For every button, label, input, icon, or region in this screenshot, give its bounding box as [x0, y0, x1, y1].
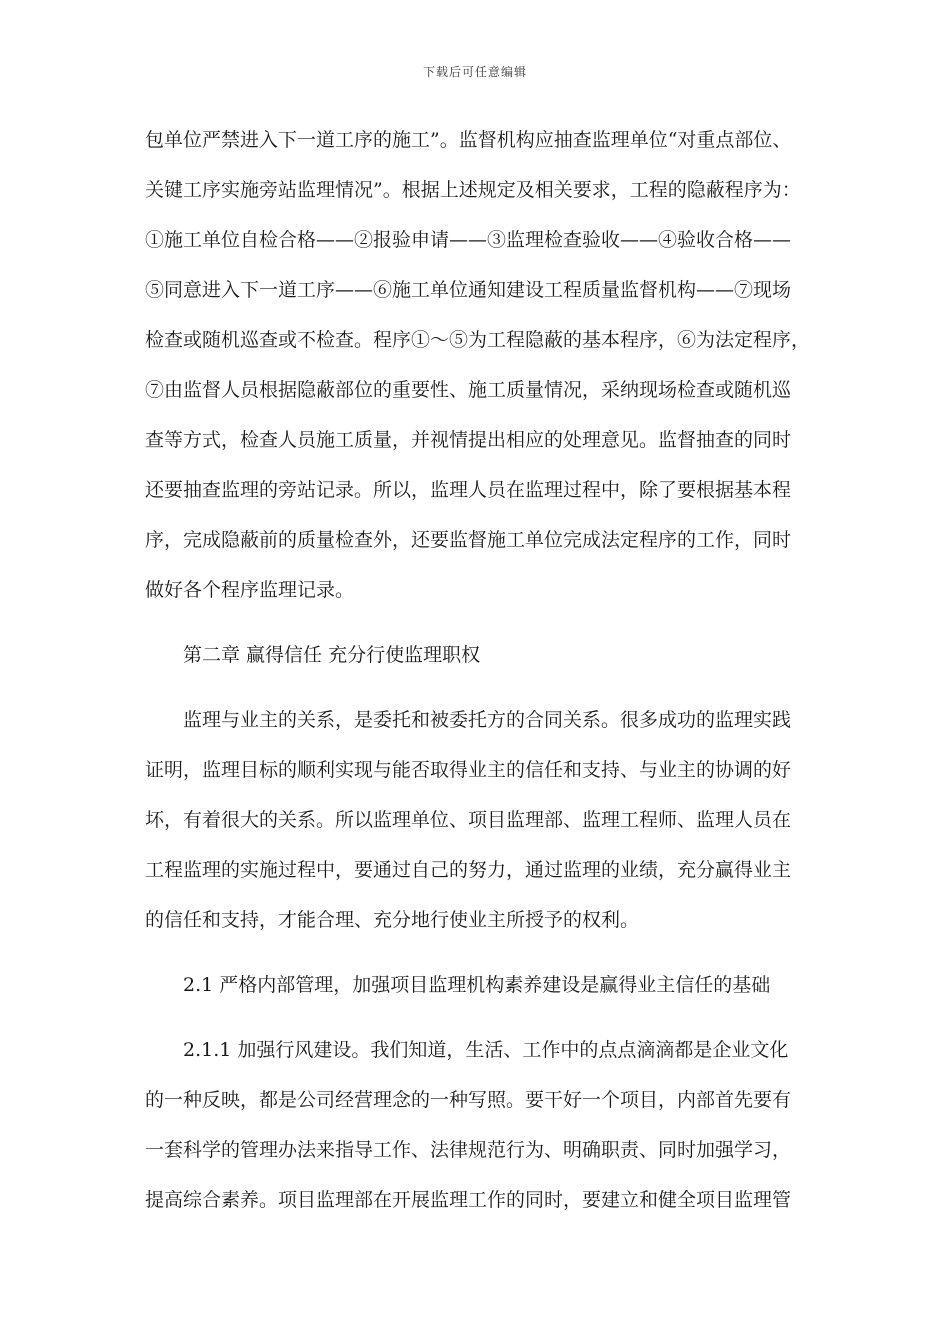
paragraph-line: 包单位严禁进入下一道工序的施工”。监督机构应抽查监理单位“对重点部位、 [145, 129, 792, 151]
paragraph-line: 2.1.1 加强行风建设。我们知道，生活、工作中的点点滴滴都是企业文化 [183, 1039, 789, 1061]
paragraph-line: 序，完成隐蔽前的质量检查外，还要监督施工单位完成法定程序的工作，同时 [145, 529, 792, 551]
paragraph-line: 工程监理的实施过程中，要通过自己的努力，通过监理的业绩，充分赢得业主 [145, 859, 792, 881]
paragraph-line: 监理与业主的关系，是委托和被委托方的合同关系。很多成功的监理实践 [183, 709, 792, 731]
paragraph-line: 坏，有着很大的关系。所以监理单位、项目监理部、监理工程师、监理人员在 [145, 809, 792, 831]
section-heading: 2.1 严格内部管理，加强项目监理机构素养建设是赢得业主信任的基础 [183, 974, 771, 996]
paragraph-line: ①施工单位自检合格——②报验申请——③监理检查验收——④验收合格—— [145, 229, 792, 251]
paragraph-line: 做好各个程序监理记录。 [145, 579, 355, 601]
paragraph-line: 检查或随机巡查或不检查。程序①～⑤为工程隐蔽的基本程序，⑥为法定程序， [145, 329, 811, 351]
paragraph-line: 证明，监理目标的顺利实现与能否取得业主的信任和支持、与业主的协调的好 [145, 759, 792, 781]
chapter-heading: 第二章 赢得信任 充分行使监理职权 [183, 644, 481, 666]
paragraph-line: 关键工序实施旁站监理情况”。根据上述规定及相关要求，工程的隐蔽程序为： [145, 179, 801, 201]
paragraph-line: 提高综合素养。项目监理部在开展监理工作的同时，要建立和健全项目监理管 [145, 1189, 792, 1211]
page-header: 下载后可任意编辑 [422, 65, 527, 79]
paragraph-line: 一套科学的管理办法来指导工作、法律规范行为、明确职责、同时加强学习， [145, 1139, 792, 1161]
paragraph-line: 的一种反映，都是公司经营理念的一种写照。要干好一个项目，内部首先要有 [145, 1089, 792, 1111]
paragraph-line: 的信任和支持，才能合理、充分地行使业主所授予的权利。 [145, 909, 640, 931]
paragraph-line: 查等方式，检查人员施工质量，并视情提出相应的处理意见。监督抽查的同时 [145, 429, 792, 451]
paragraph-line: ⑤同意进入下一道工序——⑥施工单位通知建设工程质量监督机构——⑦现场 [145, 279, 792, 301]
paragraph-line: 还要抽查监理的旁站记录。所以，监理人员在监理过程中，除了要根据基本程 [145, 479, 792, 501]
paragraph-line: ⑦由监督人员根据隐蔽部位的重要性、施工质量情况，采纳现场检查或随机巡 [145, 379, 792, 401]
